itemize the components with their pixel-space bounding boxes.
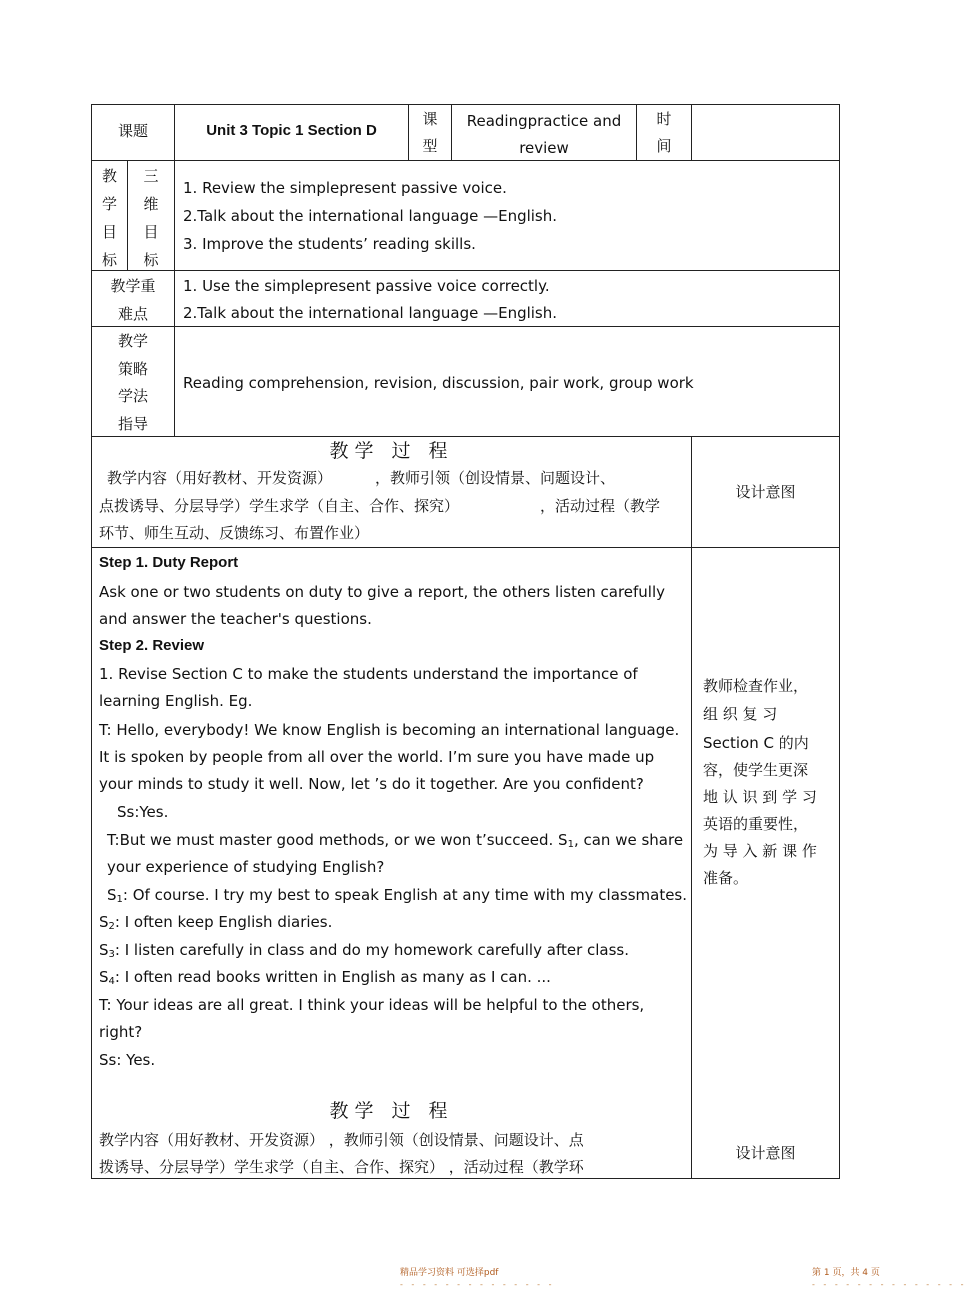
intent-line: 地 认 识 到 学 习	[703, 788, 817, 806]
dialogue-line: T: Your ideas are all great. I think your ideas will be helpful to the others,	[99, 996, 645, 1014]
dialogue-line: $S_2$: I often keep English diaries.	[99, 913, 333, 932]
type-label: 课型	[422, 110, 438, 155]
intent-line: 准备。	[703, 869, 749, 887]
process-description: 教学内容（用好教材、开发资源）	[107, 469, 333, 487]
step2-intro: 1. Revise Section C to make the students understand the importance of	[99, 665, 638, 683]
intent-line: 组 织 复 习	[703, 705, 778, 723]
key-points-label: 教学重难点	[110, 277, 156, 323]
objective-item: 1. Review the simplepresent passive voice.	[183, 179, 507, 197]
time-label: 时间	[656, 110, 672, 155]
topic-value: Unit 3 Topic 1 Section D	[206, 122, 377, 139]
type-value: Readingpractice and review	[466, 112, 622, 157]
dialogue-line: It is spoken by people from all over the world. I’m sure you have made up	[99, 748, 655, 766]
page-number: 第 1 页，共 4 页	[812, 1268, 880, 1278]
step1-line: Ask one or two students on duty to give a report, the others listen carefully	[99, 583, 666, 601]
intent-line: 为 导 入 新 课 作	[703, 842, 817, 860]
dialogue-line: Ss: Yes.	[99, 1051, 156, 1069]
design-intent-label-2: 设计意图	[735, 1144, 796, 1162]
process-description-2: 教学内容（用好教材、开发资源） ，教师引领（创设情景、问题设计、点	[99, 1131, 584, 1149]
process-title-2: 教学 过 程	[329, 1100, 454, 1122]
topic-label: 课题	[117, 122, 148, 140]
key-point-item: 2.Talk about the international language —English.	[183, 304, 558, 322]
dialogue-line: $S_1$: Of course. I try my best to speak English at any time with my classmates.	[107, 886, 688, 905]
intent-line: Section C 的内	[703, 734, 809, 752]
dialogue-line: T:But we must master good methods, or we won t’succeed. $S_1$, can we share	[107, 831, 684, 850]
step1-line: and answer the teacher's questions.	[99, 610, 372, 628]
intent-line: 英语的重要性，	[703, 815, 809, 833]
dialogue-line: your minds to study it well. Now, let ’s do it together. Are you confident?	[99, 775, 644, 793]
footer-left: 精品学习资料 可选择pdf	[400, 1268, 499, 1278]
process-description: 环节、师生互动、反馈练习、布置作业）	[99, 524, 370, 542]
intent-line: 教师检查作业，	[703, 677, 809, 695]
strategy-label: 教学策略学法指导	[117, 332, 148, 433]
footer-dots-right: - - - - - - - - - - - - - -	[812, 1280, 966, 1289]
dialogue-line: T: Hello, everybody! We know English is becoming an international language.	[99, 721, 680, 739]
process-description: ，教师引领（创设情景、问题设计、	[375, 469, 616, 487]
process-description: ，活动过程（教学	[540, 497, 661, 515]
step2-intro: learning English. Eg.	[99, 692, 253, 710]
objective-item: 2.Talk about the international language —English.	[183, 207, 558, 225]
design-intent-label: 设计意图	[735, 483, 796, 501]
footer-dots-left: - - - - - - - - - - - - - -	[400, 1280, 555, 1289]
strategy-text: Reading comprehension, revision, discussion, pair work, group work	[183, 374, 694, 392]
dialogue-line: $S_4$: I often read books written in English as many as I can. ...	[99, 968, 551, 987]
dialogue-line: right?	[99, 1023, 143, 1041]
process-title: 教学 过 程	[329, 440, 454, 462]
dialogue-line: Ss:Yes.	[117, 803, 169, 821]
intent-line: 容，使学生更深	[703, 761, 809, 779]
step1-title: Step 1. Duty Report	[99, 554, 239, 571]
step2-title: Step 2. Review	[99, 637, 205, 654]
process-description-2: 拨诱导、分层导学）学生求学（自主、合作、探究） ，活动过程（教学环	[99, 1158, 584, 1176]
key-point-item: 1. Use the simplepresent passive voice correctly.	[183, 277, 550, 295]
objectives-label-b: 三维目标	[143, 167, 159, 269]
process-description: 点拨诱导、分层导学）学生求学（自主、合作、探究）	[99, 497, 460, 515]
dialogue-line: $S_3$: I listen carefully in class and do my homework carefully after class.	[99, 941, 630, 960]
objectives-label-a: 教学目标	[101, 167, 117, 269]
objective-item: 3. Improve the students’ reading skills.	[183, 235, 476, 253]
dialogue-line: your experience of studying English?	[107, 858, 385, 876]
